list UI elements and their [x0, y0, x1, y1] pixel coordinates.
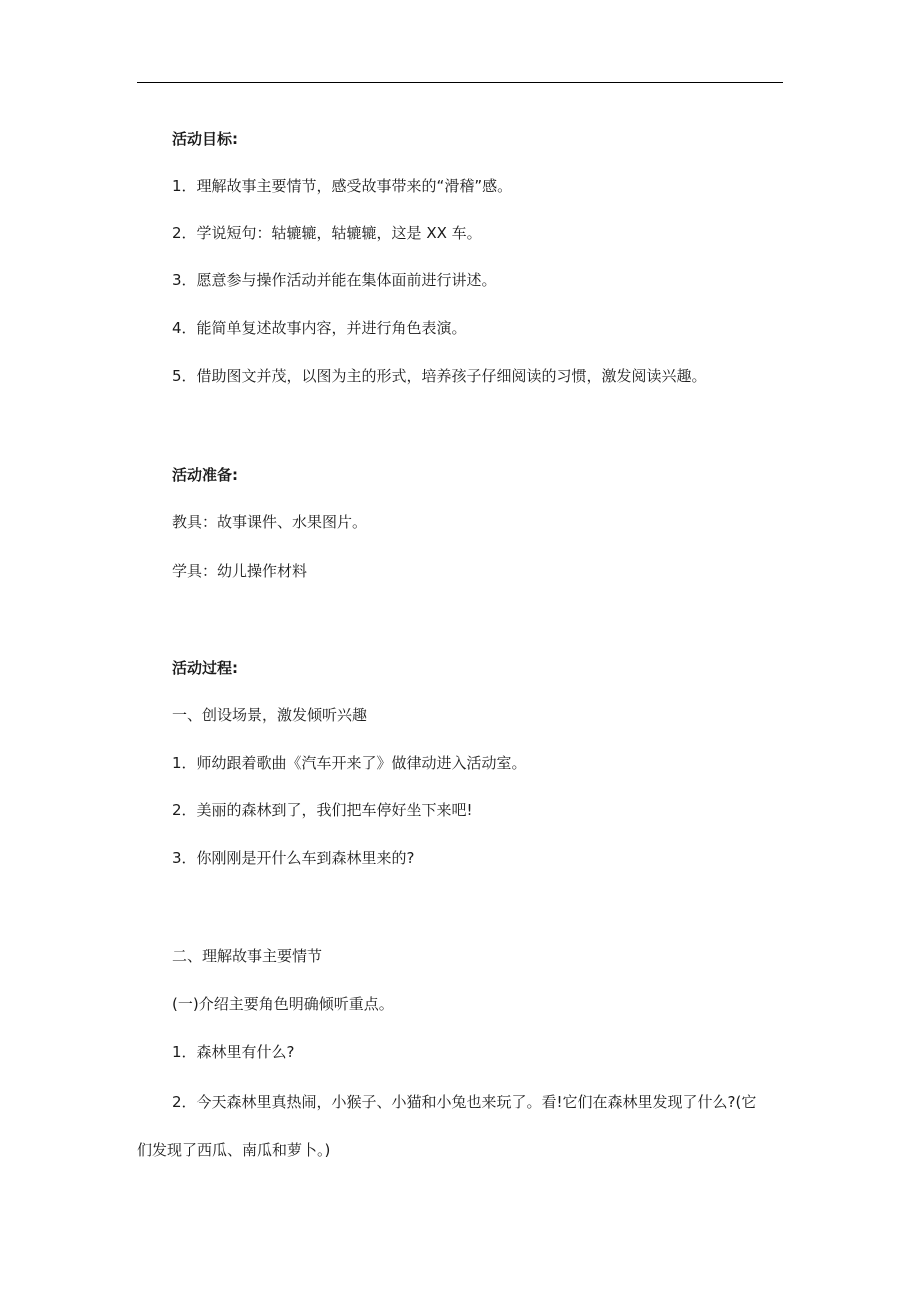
goals-heading: 活动目标:	[172, 130, 238, 148]
goal-item: 5．借助图文并茂，以图为主的形式，培养孩子仔细阅读的习惯，激发阅读兴趣。	[172, 367, 707, 385]
process-part2-item: 1．森林里有什么?	[172, 1043, 295, 1061]
process-part2-item: 2．今天森林里真热闹，小猴子、小猫和小兔也来玩了。看!它们在森林里发现了什么?(它	[172, 1093, 757, 1111]
process-heading: 活动过程:	[172, 659, 238, 677]
process-part1-item: 3．你刚刚是开什么车到森林里来的?	[172, 849, 415, 867]
process-part1-item: 2．美丽的森林到了，我们把车停好坐下来吧!	[172, 801, 473, 819]
goal-item: 3．愿意参与操作活动并能在集体面前进行讲述。	[172, 271, 497, 289]
goal-item: 1．理解故事主要情节，感受故事带来的“滑稽”感。	[172, 177, 513, 195]
preparation-heading: 活动准备:	[172, 466, 238, 484]
preparation-item: 教具：故事课件、水果图片。	[172, 513, 368, 531]
process-part2-subtitle: (一)介绍主要角色明确倾听重点。	[172, 995, 394, 1013]
process-part2-item-continued: 们发现了西瓜、南瓜和萝卜。)	[137, 1141, 331, 1159]
goal-item: 2．学说短句：轱辘辘，轱辘辘，这是 XX 车。	[172, 224, 482, 242]
header-rule	[137, 82, 783, 83]
process-part1-item: 1．师幼跟着歌曲《汽车开来了》做律动进入活动室。	[172, 754, 527, 772]
goal-item: 4．能简单复述故事内容，并进行角色表演。	[172, 319, 467, 337]
process-part2-title: 二、理解故事主要情节	[172, 947, 323, 965]
process-part1-title: 一、创设场景，激发倾听兴趣	[172, 706, 368, 724]
preparation-item: 学具：幼儿操作材料	[172, 562, 308, 580]
